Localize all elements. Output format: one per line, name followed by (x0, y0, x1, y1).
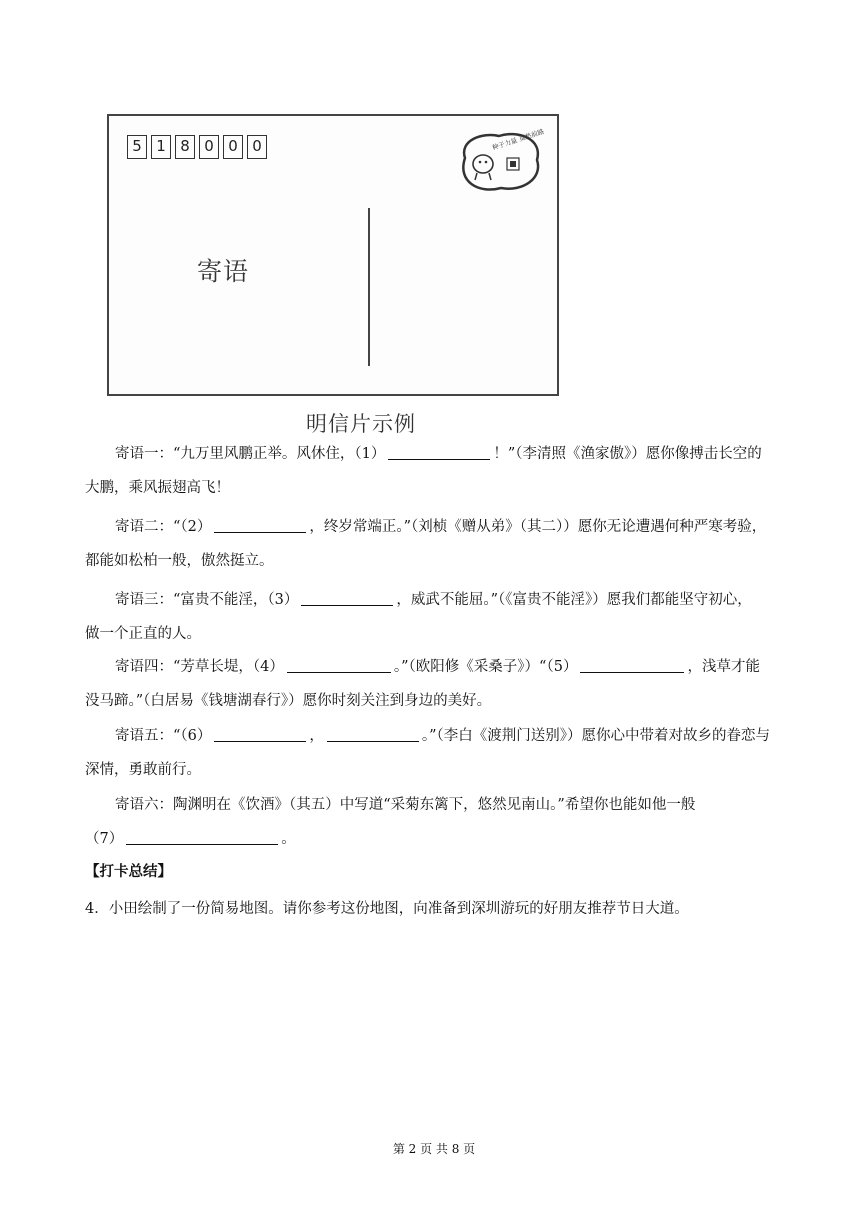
message-2: 寄语二：“（2） ，终岁常端正。”（刘桢《赠从弟》（其二））愿你无论遭遇何种严寒考验， 都能如松柏一般，傲然挺立。 (85, 510, 785, 578)
postcard-image (107, 114, 559, 396)
page-footer: 第 2 页 共 8 页 (392, 1142, 476, 1156)
answer-blank-5[interactable] (580, 656, 684, 673)
zip-digit: 0 (247, 135, 267, 159)
answer-blank-6a[interactable] (214, 725, 306, 742)
answer-blank-2[interactable] (214, 516, 306, 533)
postal-code-boxes (127, 135, 267, 159)
stamp-text: 种子力量 莫愁前路 (491, 128, 545, 152)
postcard-label: 寄语 (197, 257, 250, 286)
stamp-icon (453, 128, 545, 194)
message-3: 寄语三：“富贵不能淫，（3） ，威武不能屈。”（《富贵不能淫》）愿我们都能坚守初心， 做一个正直的人。 (85, 583, 785, 651)
answer-blank-6b[interactable] (327, 725, 419, 742)
zip-digit: 8 (175, 135, 195, 159)
zip-digit: 0 (199, 135, 219, 159)
zip-digit: 5 (127, 135, 147, 159)
message-4: 寄语四：“芳草长堤，（4） 。”（欧阳修《采桑子》）“（5） ，浅草才能 没马蹄。”（白居易《钱塘湖春行》）愿你时刻关注到身边的美好。 (85, 650, 785, 718)
answer-blank-7[interactable] (126, 828, 278, 845)
answer-blank-4[interactable] (287, 656, 391, 673)
postcard-caption: 明信片示例 (306, 412, 416, 436)
message-6: 寄语六：陶渊明在《饮酒》（其五）中写道“采菊东篱下，悠然见南山。”希望你也能如他一般 （7） 。 (85, 797, 696, 847)
zip-digit: 1 (151, 135, 171, 159)
question-4: 4．小田绘制了一份简易地图。请你参考这份地图，向准备到深圳游玩的好朋友推荐节日大道。 (85, 901, 689, 917)
message-5: 寄语五：“（6） ， 。”（李白《渡荆门送别》）愿你心中带着对故乡的眷恋与 深情，勇敢前行。 (85, 719, 785, 787)
answer-blank-1[interactable] (388, 443, 490, 460)
postcard-divider (368, 208, 370, 366)
zip-digit: 0 (223, 135, 243, 159)
section-title: 【打卡总结】 (85, 863, 172, 880)
message-1: 寄语一：“九万里风鹏正举。风休住，（1） ！”（李清照《渔家傲》）愿你像搏击长空的 大鹏，乘风振翅高飞！ (85, 437, 785, 505)
answer-blank-3[interactable] (301, 589, 393, 606)
